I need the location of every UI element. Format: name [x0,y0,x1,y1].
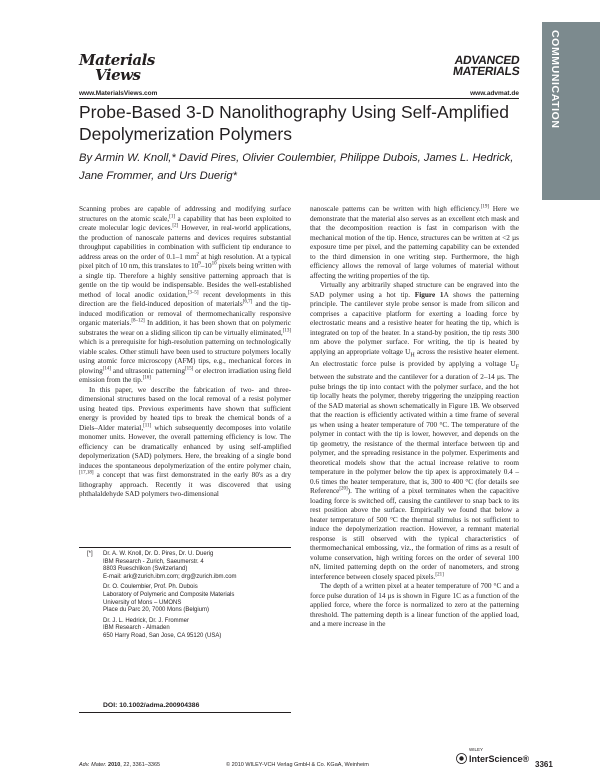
body-left-column [79,205,291,545]
paragraph: Scanning probes are capable of addressing and modifying surface structures on the atomic scale,[1] a capability that has been exploited to create molecular logic devices.[2] However, in real-world applications, the production of nanoscale patterns and devices requires substantial throughput capabilities in combination with sufficient tip endurance to address areas on the order of 0.1–1 $mm^2$ at high resolution. At a typical pixel pitch of 10 nm, this translates to $10^9-10^{10}$ pixels being written with a single tip. Therefore a highly sensitive patterning approach that is gentle on the tip would be indispensable. Besides the well-established method of local anodic oxidation,[3–5] recent developments in this direction are the field-induced deposition of materials[6,7] and the tip-induced modification or removal of thermomechanically responsive organic materials.[8–12] In addition, it has been shown that on polymeric substrates the wear on a sliding silicon tip can be virtually eliminated,[13] which is a prerequisite for high-resolution patterning on technologically viable scales. Other stimuli have been used to structure polymers locally using atomic force microscopy (AFM) tips, e.g., mechanical forces in plowing[14] and ultrasonic patterning[15] or electron irradiation using field emission from the tip.[16] [79,205,291,384]
paragraph: Virtually any arbitrarily shaped structure can be engraved into the SAD polymer using a hot tip. Figure 1A shows the patterning principle. The cantilever style probe sensor is made from silicon and comprises a capacitive platform for exerting a loading force by electrostatic means and a resistive heater for heating the tip, which is integrated on top of the heater. In a stand-by position, the tip rests 300 nm above the polymer surface. For writing, the tip is heated by applying an appropriate voltage $U_H$ across the resistive heater element. An electrostatic force pulse is provided by applying a voltage $U_F$ between the substrate and the cantilever for a duration of 2–14 µs. The pulse brings the tip into contact with the polymer surface, and the hot tip locally heats the polymer, thereby triggering the unzipping reaction of the SAD material as shown schematically in Figure 1B. We observed that the reaction is efficiently activated within a time frame of several µs when using a heater temperature of 700 °C. The temperature of the polymer in contact with the tip is lower, however, and depends on the tip geometry, the resistance of the thermal interface between tip and polymer, and the spreading resistance in the polymer. Experiments and theoretical models show that the actual increase relative to room temperature in the polymer below the tip apex is approximately 0.4 – 0.6 times the heater temperature, that is, 300 to 400 °C (for details see Reference[20]). The writing of a pixel terminates when the capacitive loading force is switched off, causing the cantilever to snap back to its rest position above the surface. Empirically we found that below a heater temperature of 500 °C the thermal stimulus is not sufficient to induce the depolymerization reaction. However, a remnant material response is still observed with the typical characteristics of thermomechanical embossing, viz., the formation of rims as a result of volume conservation, high writing forces on the order of several 100 nN, limited patterning depth on the order of nanometers, and strong interference between closely spaced pixels.[21] [310,281,520,581]
corresponding-mark: [*] [87,551,93,557]
reference[interactable]: [13] [282,328,291,334]
reference[interactable]: [21] [435,572,444,578]
reference[interactable]: [19] [480,204,490,210]
page-number: 3361 [535,760,553,769]
affiliations [79,547,291,644]
reference[interactable]: [11] [143,423,152,429]
paragraph: nanoscale patterns can be written with high efficiency.[19] Here we demonstrate that the material also serves as an excellent etch mask and that the decomposition reaction is fast in comparison with the mechanical motion of the tip. Hence, structures can be written at <2 µs exposure time per pixel, and the patterning capability can be extended to the third dimension in one writing step. Furthermore, the high efficiency allows the removal of large volumes of material without affecting the writing properties of the tip. [310,204,519,280]
reference[interactable]: [17,18] [79,470,94,476]
reference[interactable]: [3–5] [187,290,199,296]
materials-views-url[interactable]: www.MaterialsViews.com [79,90,158,97]
section-tab-label-wrap [549,30,567,195]
affiliation-block-ibm-almaden: Dr. J. L. Hedrick, Dr. J. Frommer IBM Research - Almaden 650 Harry Road, San Jose, CA 95120 (USA) [103,617,222,639]
reference[interactable]: [20] [339,486,348,492]
article-title: Probe-Based 3-D Nanolithography Using Self-Amplified Depolymerization Polymers [79,102,509,144]
email-link[interactable]: E-mail: ark@zurich.ibm.com; drg@zurich.ibm.com [103,573,237,580]
reference[interactable]: [1] [169,214,176,220]
reference[interactable]: [6,7] [242,299,253,305]
doi[interactable]: DOI: 10.1002/adma.200904386 [103,702,200,709]
affiliation-block-umons: Dr. O. Coulembier, Prof. Ph. Dubois Laboratory of Polymeric and Composite Materials University of Mons – UMONS Place du Parc 20, 7000 Mons (Belgium) [103,584,235,614]
materials-views-logo [79,51,155,87]
logo-word-materials: MATERIALS [451,64,521,78]
citation: Adv. Mater. 2010, 22, 3361–3365 [79,762,161,768]
interscience-small: WILEY [469,747,484,752]
reference[interactable]: [16] [142,375,151,381]
interscience-icon [456,753,467,764]
body-right-column [310,205,519,630]
logo-word-materials: Materials [79,51,155,69]
copyright: © 2010 WILEY-VCH Verlag GmbH & Co. KGaA, Weinheim [226,762,369,768]
advmat-url[interactable]: www.advmat.de [470,90,519,97]
reference[interactable]: [2] [172,223,179,229]
interscience-label: InterScience® [469,754,530,764]
doi-rule [79,712,291,713]
paragraph: In this paper, we describe the fabrication of two- and three-dimensional structures based on the local removal of a resist polymer using heated tips. Previous experiments have shown that sufficient energy is provided by heated tips to break the chemical bonds of a Diels–Alder material,[11] which subsequently decomposes into volatile monomer units. However, the overall patterning efficiency is low. The efficiency can be dramatically enhanced by using self-amplified depolymerization (SAD) polymers. Here, the breaking of a single bond induces the spontaneous depolymerization of the entire polymer chain,[17,18] a concept that was first demonstrated in the early 80's as a dry lithography approach. Recently it was discovered that using phthalaldehyde SAD polymers two-dimensional [79,385,291,498]
reference[interactable]: [8–12] [131,318,145,324]
section-tab-label: COMMUNICATION [549,30,561,129]
article-authors: By Armin W. Knoll,* David Pires, Olivier Coulembier, Philippe Dubois, James L. Hedrick, Jane Frommer, and Urs Duerig* [79,152,514,182]
reference[interactable]: [15] [185,366,194,372]
reference[interactable]: [14] [102,366,112,372]
figure-reference[interactable]: Figure 1 [414,290,444,299]
logo-word-views: Views [95,66,141,84]
affiliation-block-ibm-zurich: Dr. A. W. Knoll, Dr. D. Pires, Dr. U. Duerig IBM Research - Zurich, Saeumerstr. 4 8803 Rueschlikon (Switzerland) E-mail: ark@zurich.ibm.com; drg@zurich.ibm.com [103,551,291,581]
logo-word-advanced: ADVANCED [453,53,521,67]
advanced-materials-logo [453,55,519,77]
paragraph: The depth of a written pixel at a heater temperature of 700 °C and a force pulse duration of 14 µs is shown in Figure 1C as a function of the applied force, where the force is normalized to zero at the patterning threshold. The patterning depth is a linear function of the applied load, and a mere increase in the [310,582,519,629]
header-rule [79,98,519,99]
